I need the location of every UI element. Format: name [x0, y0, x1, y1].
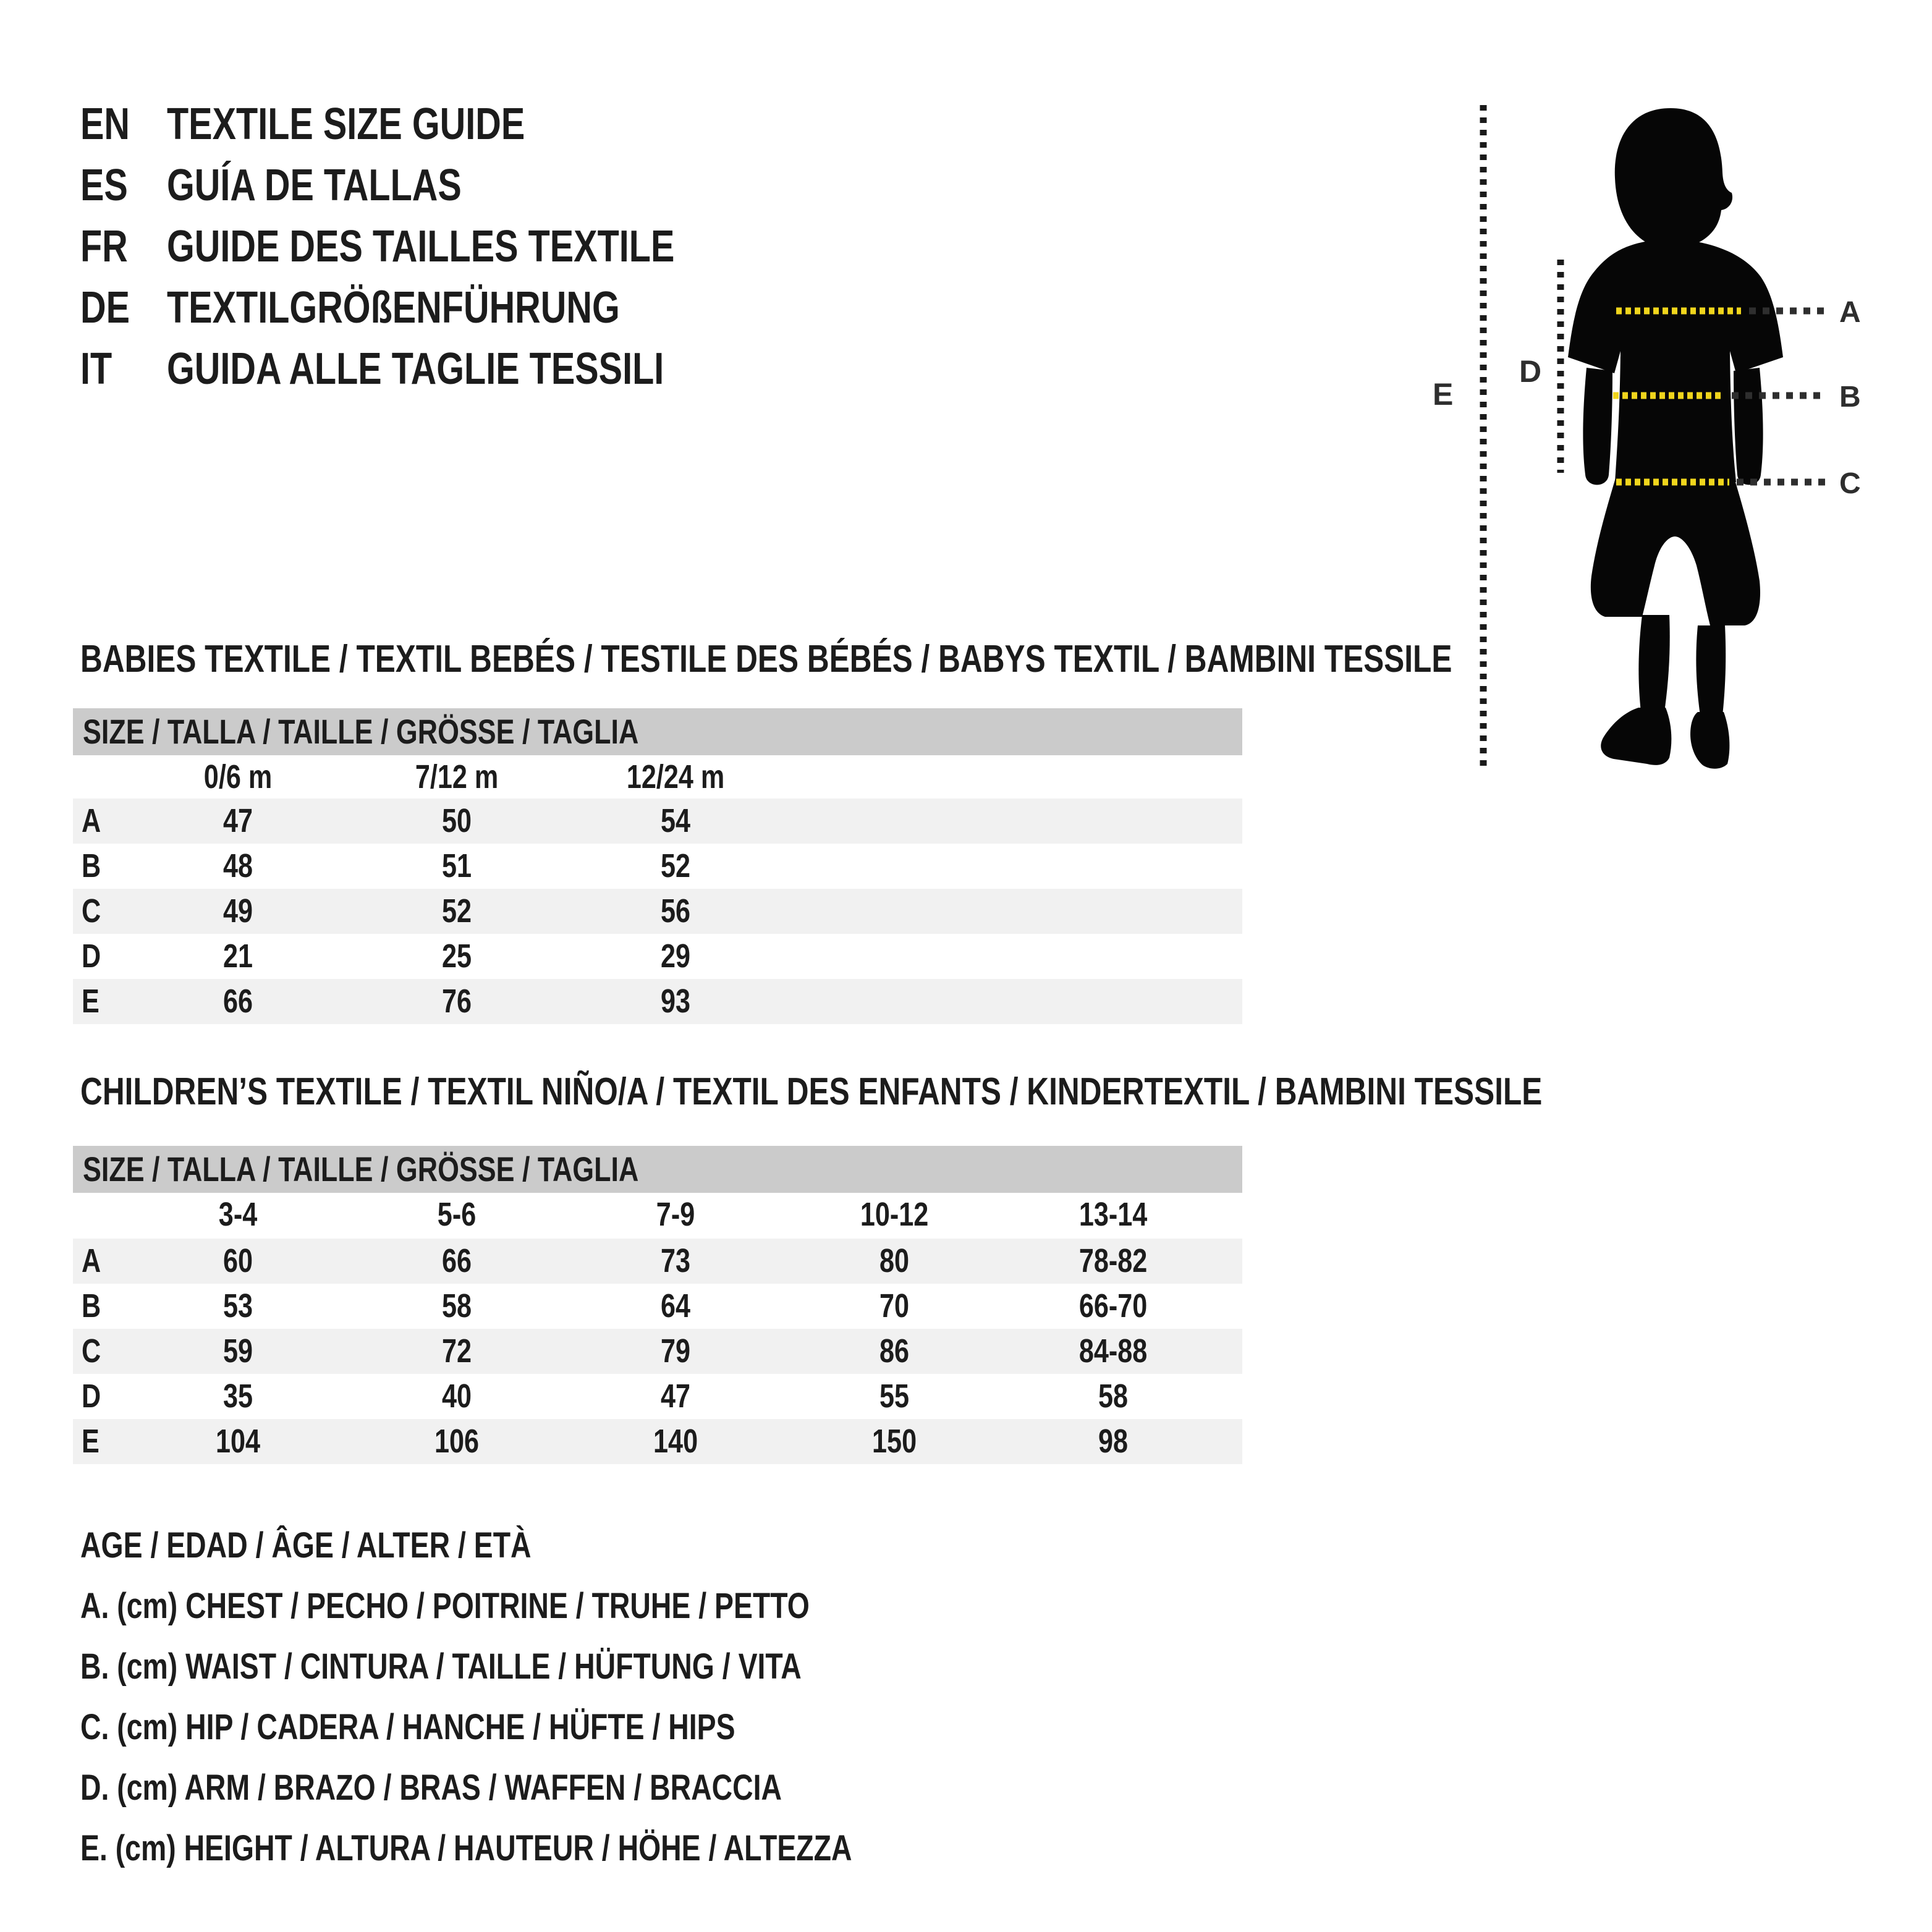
silhouette-right-shoe	[1690, 712, 1729, 769]
babies-column-header	[129, 756, 347, 797]
children-row-label	[73, 1239, 129, 1284]
children-value-cell	[785, 1284, 1004, 1329]
children-column-header-text: 3-4	[218, 1196, 258, 1233]
children-value-cell	[347, 1284, 566, 1329]
children-value-cell	[129, 1239, 347, 1284]
children-value-cell	[129, 1374, 347, 1419]
babies-table-row	[73, 889, 1242, 934]
babies-value-cell	[129, 799, 347, 844]
children-value-cell	[785, 1239, 1004, 1284]
children-value-text: 79	[660, 1332, 691, 1370]
children-table-row	[73, 1374, 1242, 1419]
babies-value-text: 49	[222, 892, 253, 930]
waist-b-label: B	[1839, 381, 1861, 413]
language-row	[80, 155, 802, 216]
children-value-cell	[129, 1419, 347, 1464]
babies-row-label	[73, 844, 129, 889]
children-size-header-text: SIZE / TALLA / TAILLE / GRÖSSE / TAGLIA	[83, 1150, 639, 1188]
language-row	[80, 94, 802, 155]
children-table-rows	[73, 1239, 1242, 1464]
children-value-text: 66	[441, 1242, 472, 1279]
children-value-text: 73	[660, 1242, 691, 1279]
children-value-cell	[566, 1419, 785, 1464]
children-value-cell	[566, 1374, 785, 1419]
language-row	[80, 339, 802, 400]
babies-value-text: 25	[441, 938, 472, 975]
babies-value-cell	[347, 799, 566, 844]
children-value-cell	[566, 1239, 785, 1284]
chest-a-label: A	[1839, 296, 1861, 329]
children-value-text: 84-88	[1078, 1332, 1148, 1370]
babies-value-text: 76	[441, 983, 472, 1020]
children-value-cell	[347, 1329, 566, 1374]
children-value-text: 80	[879, 1242, 910, 1279]
children-value-text: 58	[1098, 1378, 1129, 1415]
language-title: GUÍA DE TALLAS	[167, 161, 462, 210]
language-code: FR	[80, 222, 128, 271]
children-value-cell	[1004, 1239, 1222, 1284]
babies-value-cell	[347, 844, 566, 889]
language-code: DE	[80, 283, 130, 333]
legend-line	[80, 1697, 1045, 1758]
language-row	[80, 216, 802, 278]
babies-row-label	[73, 979, 129, 1024]
children-value-text: 78-82	[1078, 1242, 1148, 1279]
silhouette-shorts	[1591, 476, 1760, 625]
legend-line-text: C. (cm) HIP / CADERA / HANCHE / HÜFTE / HIPS	[80, 1707, 735, 1747]
children-row-label	[73, 1284, 129, 1329]
children-row-label	[73, 1374, 129, 1419]
children-value-text: 59	[222, 1332, 253, 1370]
children-row-label	[73, 1419, 129, 1464]
babies-value-cell	[347, 934, 566, 979]
children-value-cell	[566, 1284, 785, 1329]
babies-row-label	[73, 934, 129, 979]
legend-line	[80, 1576, 1045, 1637]
babies-section-title	[80, 638, 1795, 681]
babies-value-text: 50	[441, 802, 472, 839]
babies-value-text: 51	[441, 847, 472, 884]
children-table-row	[73, 1329, 1242, 1374]
language-title: GUIDE DES TAILLES TEXTILE	[167, 222, 675, 271]
babies-row-label-text: D	[82, 938, 101, 975]
babies-value-cell	[566, 979, 785, 1024]
legend-line	[80, 1818, 1045, 1879]
children-row-label-text: A	[82, 1242, 101, 1279]
children-value-cell	[1004, 1374, 1222, 1419]
children-section-title-text: CHILDREN’S TEXTILE / TEXTIL NIÑO/A / TEXTIL DES ENFANTS / KINDERTEXTIL / BAMBINI TESSILE	[80, 1070, 1543, 1113]
babies-value-text: 47	[222, 802, 253, 839]
legend-line-text: B. (cm) WAIST / CINTURA / TAILLE / HÜFTUNG / VITA	[80, 1646, 802, 1687]
children-value-text: 35	[222, 1378, 253, 1415]
babies-section-title-text: BABIES TEXTILE / TEXTIL BEBÉS / TESTILE DES BÉBÉS / BABYS TEXTIL / BAMBINI TESSILE	[80, 638, 1452, 680]
height-e-label: E	[1433, 377, 1454, 412]
babies-value-cell	[129, 934, 347, 979]
legend-line	[80, 1637, 1045, 1697]
children-column-header-text: 10-12	[860, 1196, 929, 1233]
children-column-header	[785, 1194, 1004, 1235]
children-value-cell	[347, 1374, 566, 1419]
children-value-text: 106	[434, 1423, 480, 1460]
legend-line	[80, 1515, 1045, 1576]
babies-column-header-text: 7/12 m	[415, 758, 499, 795]
babies-row-label-text: E	[82, 983, 100, 1020]
children-row-label-text: E	[82, 1423, 100, 1460]
children-value-text: 70	[879, 1287, 910, 1324]
children-table-row	[73, 1284, 1242, 1329]
children-row-label-text: C	[82, 1332, 101, 1370]
children-column-header	[1004, 1194, 1222, 1235]
babies-value-text: 56	[660, 892, 691, 930]
children-value-text: 150	[871, 1423, 917, 1460]
children-size-header-band	[73, 1146, 1242, 1193]
babies-column-header-text: 12/24 m	[626, 758, 725, 795]
legend-line-text: A. (cm) CHEST / PECHO / POITRINE / TRUHE / PETTO	[80, 1586, 810, 1626]
children-value-text: 53	[222, 1287, 253, 1324]
legend-line-text: AGE / EDAD / ÂGE / ALTER / ETÀ	[80, 1525, 532, 1566]
babies-value-cell	[347, 979, 566, 1024]
babies-value-cell	[566, 844, 785, 889]
legend-line-text: D. (cm) ARM / BRAZO / BRAS / WAFFEN / BRACCIA	[80, 1768, 782, 1808]
children-column-header-text: 5-6	[437, 1196, 477, 1233]
babies-header-spacer	[73, 756, 129, 797]
children-value-text: 98	[1098, 1423, 1129, 1460]
babies-value-text: 52	[441, 892, 472, 930]
hip-c-label: C	[1839, 467, 1861, 500]
children-value-text: 47	[660, 1378, 691, 1415]
silhouette-left-forearm	[1583, 368, 1612, 485]
children-value-cell	[129, 1284, 347, 1329]
children-column-headers	[73, 1194, 1242, 1235]
children-table-row	[73, 1419, 1242, 1464]
children-value-cell	[347, 1419, 566, 1464]
language-title: TEXTILGRÖßENFÜHRUNG	[167, 283, 620, 333]
babies-value-cell	[566, 934, 785, 979]
silhouette-right-forearm	[1734, 368, 1763, 485]
babies-value-text: 48	[222, 847, 253, 884]
children-value-cell	[785, 1329, 1004, 1374]
language-code: ES	[80, 161, 128, 210]
babies-table-row	[73, 799, 1242, 844]
children-row-label-text: D	[82, 1378, 101, 1415]
babies-value-cell	[566, 889, 785, 934]
babies-column-headers	[73, 756, 1242, 797]
language-title: TEXTILE SIZE GUIDE	[167, 100, 525, 149]
children-value-cell	[566, 1329, 785, 1374]
babies-value-cell	[129, 979, 347, 1024]
language-title: GUIDA ALLE TAGLIE TESSILI	[167, 344, 664, 394]
language-code: IT	[80, 344, 112, 394]
silhouette-left-shoe	[1601, 708, 1671, 765]
measurement-legend	[80, 1515, 1045, 1879]
children-value-text: 60	[222, 1242, 253, 1279]
language-row	[80, 278, 802, 339]
children-value-text: 104	[215, 1423, 261, 1460]
children-value-text: 58	[441, 1287, 472, 1324]
babies-column-header	[347, 756, 566, 797]
arm-d-label: D	[1519, 354, 1542, 389]
children-value-cell	[347, 1239, 566, 1284]
babies-value-cell	[129, 844, 347, 889]
children-value-cell	[1004, 1419, 1222, 1464]
babies-value-text: 54	[660, 802, 691, 839]
children-column-header	[566, 1194, 785, 1235]
babies-size-header-text: SIZE / TALLA / TAILLE / GRÖSSE / TAGLIA	[83, 712, 639, 751]
children-value-text: 40	[441, 1378, 472, 1415]
children-value-text: 72	[441, 1332, 472, 1370]
children-value-text: 55	[879, 1378, 910, 1415]
children-row-label-text: B	[82, 1287, 101, 1324]
children-value-text: 140	[653, 1423, 698, 1460]
children-header-spacer	[73, 1194, 129, 1235]
babies-value-text: 93	[660, 983, 691, 1020]
babies-row-label-text: B	[82, 847, 101, 884]
babies-row-label	[73, 889, 129, 934]
babies-value-text: 21	[222, 938, 253, 975]
children-row-label	[73, 1329, 129, 1374]
children-value-cell	[1004, 1329, 1222, 1374]
babies-table-rows	[73, 799, 1242, 1024]
babies-row-label-text: C	[82, 892, 101, 930]
children-column-header	[129, 1194, 347, 1235]
babies-value-cell	[129, 889, 347, 934]
children-value-cell	[785, 1419, 1004, 1464]
babies-row-label-text: A	[82, 802, 101, 839]
silhouette-head	[1615, 108, 1732, 246]
language-title-list	[80, 94, 802, 400]
babies-row-label	[73, 799, 129, 844]
babies-value-cell	[347, 889, 566, 934]
babies-table-row	[73, 979, 1242, 1024]
babies-table-row	[73, 934, 1242, 979]
babies-value-text: 52	[660, 847, 691, 884]
legend-line-text: E. (cm) HEIGHT / ALTURA / HAUTEUR / HÖHE / ALTEZZA	[80, 1828, 852, 1868]
children-table-row	[73, 1239, 1242, 1284]
babies-size-header-band	[73, 708, 1242, 755]
babies-value-cell	[566, 799, 785, 844]
children-section-title	[80, 1070, 1908, 1114]
children-column-header-text: 13-14	[1078, 1196, 1148, 1233]
babies-value-text: 29	[660, 938, 691, 975]
children-value-text: 86	[879, 1332, 910, 1370]
legend-line	[80, 1758, 1045, 1818]
babies-value-text: 66	[222, 983, 253, 1020]
children-value-text: 64	[660, 1287, 691, 1324]
children-column-header-text: 7-9	[656, 1196, 695, 1233]
children-column-header	[347, 1194, 566, 1235]
babies-column-header-text: 0/6 m	[203, 758, 273, 795]
babies-table-row	[73, 844, 1242, 889]
children-value-text: 66-70	[1078, 1287, 1148, 1324]
babies-column-header	[566, 756, 785, 797]
children-value-cell	[129, 1329, 347, 1374]
children-value-cell	[785, 1374, 1004, 1419]
children-value-cell	[1004, 1284, 1222, 1329]
language-code: EN	[80, 100, 130, 149]
